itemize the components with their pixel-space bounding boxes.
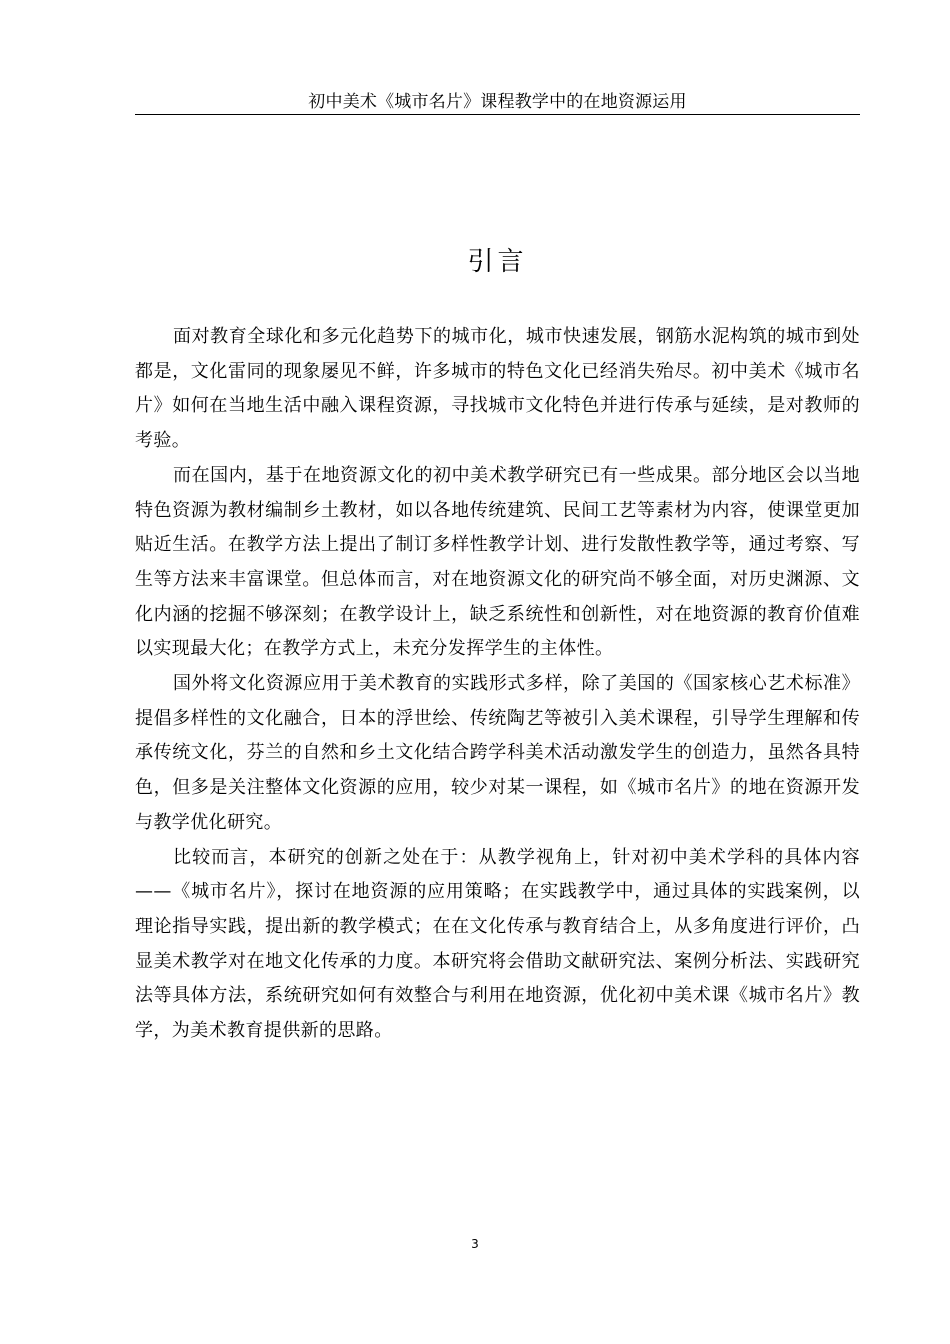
body-text (135, 320, 860, 1049)
header-divider (135, 114, 860, 115)
paragraph: 国外将文化资源应用于美术教育的实践形式多样，除了美国的《国家核心艺术标准》提倡多样性的文化融合，日本的浮世绘、传统陶艺等被引入美术课程，引导学生理解和传承传统文化，芬兰的自然和乡土文化结合跨学科美术活动激发学生的创造力，虽然各具特色，但多是关注整体文化资源的应用，较少对某一课程，如《城市名片》的地在资源开发与教学优化研究。 (135, 673, 860, 833)
paragraph: 而在国内，基于在地资源文化的初中美术教学研究已有一些成果。部分地区会以当地特色资源为教材编制乡土教材，如以各地传统建筑、民间工艺等素材为内容，使课堂更加贴近生活。在教学方法上提出了制订多样性教学计划、进行发散性教学等，通过考察、写生等方法来丰富课堂。但总体而言，对在地资源文化的研究尚不够全面，对历史渊源、文化内涵的挖掘不够深刻；在教学设计上，缺乏系统性和创新性，对在地资源的教育价值难以实现最大化；在教学方式上，未充分发挥学生的主体性。 (135, 464, 860, 660)
section-title: 引言 (467, 247, 528, 277)
paragraph: 面对教育全球化和多元化趋势下的城市化，城市快速发展，钢筋水泥构筑的城市到处都是，文化雷同的现象屡见不鲜，许多城市的特色文化已经消失殆尽。初中美术《城市名片》如何在当地生活中融入课程资源，寻找城市文化特色并进行传承与延续，是对教师的考验。 (135, 326, 860, 452)
running-header: 初中美术《城市名片》课程教学中的在地资源运用 (308, 92, 687, 112)
page-number: 3 (471, 1237, 479, 1251)
paragraph: 比较而言，本研究的创新之处在于：从教学视角上，针对初中美术学科的具体内容——《城市名片》，探讨在地资源的应用策略；在实践教学中，通过具体的实践案例，以理论指导实践，提出新的教学模式；在在文化传承与教育结合上，从多角度进行评价，凸显美术教学对在地文化传承的力度。本研究将会借助文献研究法、案例分析法、实践研究法等具体方法，系统研究如何有效整合与利用在地资源，优化初中美术课《城市名片》教学，为美术教育提供新的思路。 (135, 846, 860, 1042)
